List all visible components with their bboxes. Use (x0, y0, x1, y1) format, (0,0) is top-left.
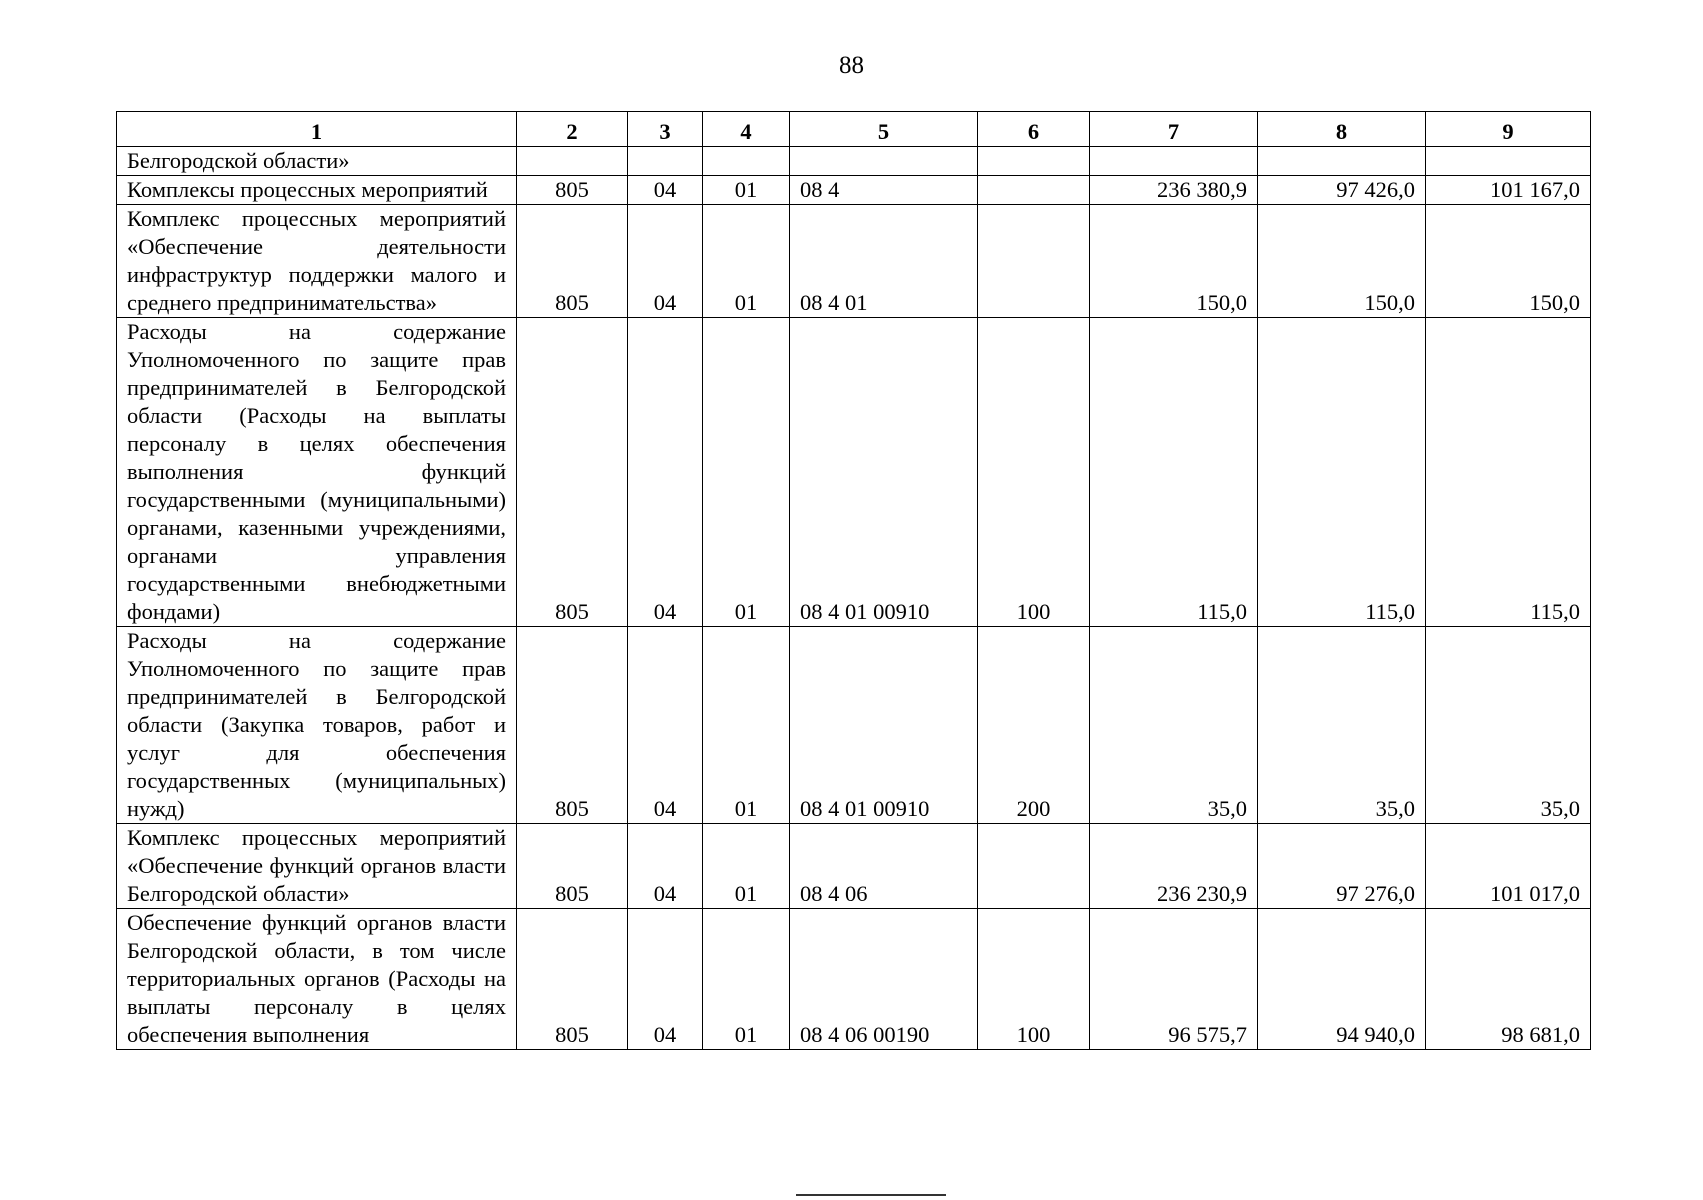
header-cell: 4 (703, 112, 790, 147)
row-description: Обеспечение функций органов власти Белгородской области, в том числе территориальных органов (Расходы на выплаты персоналу в целях обеспечения выполнения (117, 909, 517, 1050)
cell-col8: 115,0 (1258, 318, 1426, 627)
cell-col9: 115,0 (1426, 318, 1591, 627)
cell-col3: 04 (628, 909, 703, 1050)
cell-col8: 35,0 (1258, 627, 1426, 824)
table-row (117, 176, 1591, 205)
header-row (117, 112, 1591, 147)
cell-col5: 08 4 01 00910 (790, 318, 978, 627)
cell-col7: 236 380,9 (1090, 176, 1258, 205)
table-row (117, 627, 1591, 824)
cell-col2: 805 (517, 176, 628, 205)
cell-col9: 98 681,0 (1426, 909, 1591, 1050)
header-cell: 2 (517, 112, 628, 147)
footer-divider (796, 1194, 946, 1196)
cell-col3: 04 (628, 176, 703, 205)
row-description: Комплекс процессных мероприятий «Обеспечение функций органов власти Белгородской области» (117, 824, 517, 909)
row-description: Расходы на содержание Уполномоченного по защите прав предпринимателей в Белгородской области (Закупка товаров, работ и услуг для обеспечения государственных (муниципальных) нужд) (117, 627, 517, 824)
table-row (117, 205, 1591, 318)
cell-col7: 35,0 (1090, 627, 1258, 824)
header-cell: 5 (790, 112, 978, 147)
cell-col3: 04 (628, 627, 703, 824)
cell-col5 (790, 147, 978, 176)
cell-col4 (703, 147, 790, 176)
table-row (117, 909, 1591, 1050)
cell-col3 (628, 147, 703, 176)
cell-col2: 805 (517, 318, 628, 627)
cell-col7: 150,0 (1090, 205, 1258, 318)
cell-col4: 01 (703, 627, 790, 824)
cell-col2: 805 (517, 205, 628, 318)
cell-col4: 01 (703, 909, 790, 1050)
cell-col2: 805 (517, 824, 628, 909)
cell-col3: 04 (628, 824, 703, 909)
cell-col4: 01 (703, 176, 790, 205)
cell-col5: 08 4 (790, 176, 978, 205)
header-cell: 6 (978, 112, 1090, 147)
cell-col6: 100 (978, 909, 1090, 1050)
header-cell: 1 (117, 112, 517, 147)
cell-col6 (978, 205, 1090, 318)
cell-col7 (1090, 147, 1258, 176)
cell-col6 (978, 147, 1090, 176)
cell-col2: 805 (517, 627, 628, 824)
table-row (117, 147, 1591, 176)
cell-col3: 04 (628, 205, 703, 318)
cell-col7: 236 230,9 (1090, 824, 1258, 909)
row-description: Комплексы процессных мероприятий (117, 176, 517, 205)
cell-col6 (978, 176, 1090, 205)
cell-col9: 35,0 (1426, 627, 1591, 824)
cell-col5: 08 4 01 00910 (790, 627, 978, 824)
cell-col7: 96 575,7 (1090, 909, 1258, 1050)
budget-table (116, 111, 1591, 1050)
cell-col6: 200 (978, 627, 1090, 824)
row-description: Расходы на содержание Уполномоченного по защите прав предпринимателей в Белгородской области (Расходы на выплаты персоналу в целях обеспечения выполнения функций государственными (муниципальными) органами, казенными учреждениями, органами управления государственными внебюджетными фондами) (117, 318, 517, 627)
table-row (117, 318, 1591, 627)
cell-col8 (1258, 147, 1426, 176)
cell-col5: 08 4 06 00190 (790, 909, 978, 1050)
cell-col8: 94 940,0 (1258, 909, 1426, 1050)
cell-col7: 115,0 (1090, 318, 1258, 627)
cell-col9: 101 017,0 (1426, 824, 1591, 909)
cell-col2 (517, 147, 628, 176)
table-row (117, 824, 1591, 909)
header-cell: 7 (1090, 112, 1258, 147)
cell-col2: 805 (517, 909, 628, 1050)
cell-col9 (1426, 147, 1591, 176)
cell-col6: 100 (978, 318, 1090, 627)
row-description: Белгородской области» (117, 147, 517, 176)
cell-col4: 01 (703, 318, 790, 627)
page-number: 88 (839, 52, 864, 79)
cell-col5: 08 4 06 (790, 824, 978, 909)
header-cell: 3 (628, 112, 703, 147)
cell-col6 (978, 824, 1090, 909)
cell-col5: 08 4 01 (790, 205, 978, 318)
header-cell: 8 (1258, 112, 1426, 147)
cell-col4: 01 (703, 824, 790, 909)
cell-col8: 97 426,0 (1258, 176, 1426, 205)
cell-col8: 97 276,0 (1258, 824, 1426, 909)
row-description: Комплекс процессных мероприятий «Обеспечение деятельности инфраструктур поддержки малого и среднего предпринимательства» (117, 205, 517, 318)
cell-col9: 101 167,0 (1426, 176, 1591, 205)
header-cell: 9 (1426, 112, 1591, 147)
cell-col3: 04 (628, 318, 703, 627)
cell-col9: 150,0 (1426, 205, 1591, 318)
cell-col4: 01 (703, 205, 790, 318)
cell-col8: 150,0 (1258, 205, 1426, 318)
